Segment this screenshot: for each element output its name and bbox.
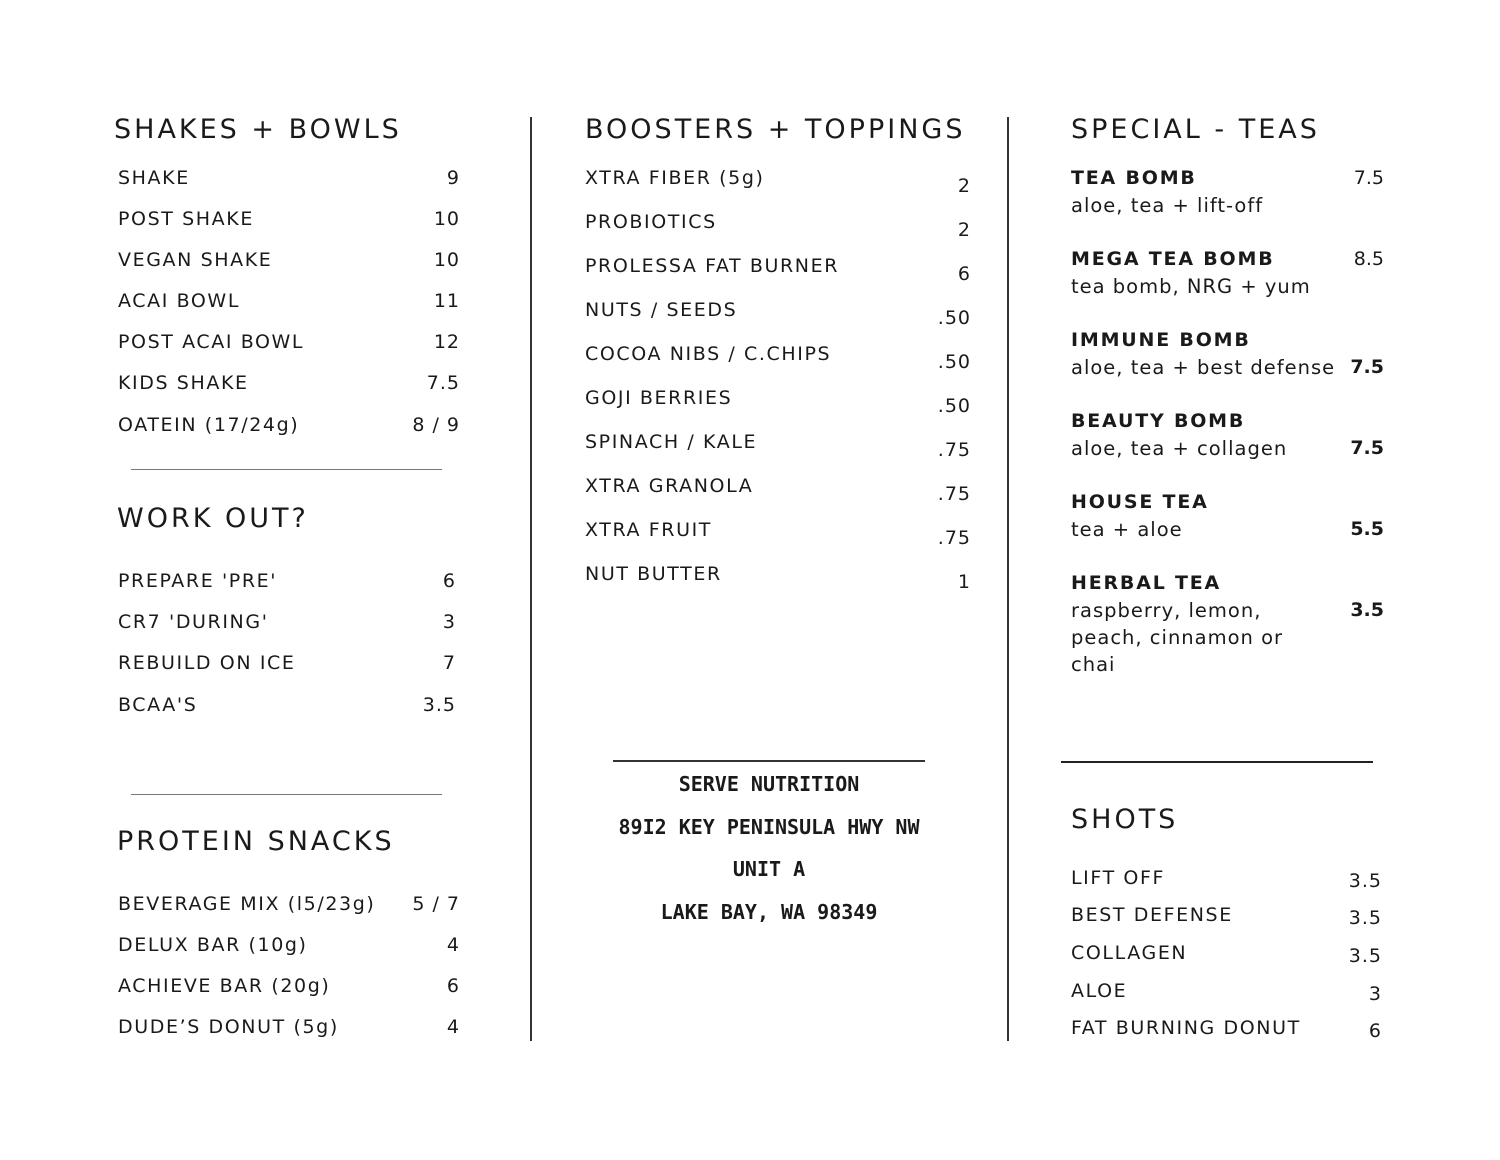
item-name: PREPARE 'PRE' — [118, 570, 278, 592]
item-name: KIDS SHAKE — [118, 372, 249, 394]
item-name: NUTS / SEEDS — [585, 299, 738, 321]
item-price: .50 — [937, 395, 971, 417]
item-name: BCAA'S — [118, 694, 198, 716]
tea-price: 7.5 — [1350, 356, 1384, 378]
item-price: 3 — [442, 611, 456, 633]
item-price: 6 — [957, 263, 971, 285]
tea-name: TEA BOMB — [1071, 167, 1197, 189]
section-divider — [1061, 761, 1373, 763]
tea-price: 3.5 — [1350, 599, 1384, 621]
section-divider — [131, 794, 442, 795]
item-name: COCOA NIBS / C.CHIPS — [585, 343, 832, 365]
item-price: 5 / 7 — [412, 893, 460, 915]
tea-name: BEAUTY BOMB — [1071, 410, 1246, 432]
item-price: .50 — [937, 351, 971, 373]
protein-snacks-heading: PROTEIN SNACKS — [117, 826, 395, 857]
item-name: POST ACAI BOWL — [118, 331, 305, 353]
item-price: 3.5 — [1348, 870, 1382, 892]
item-price: 6 — [442, 570, 456, 592]
item-name: SHAKE — [118, 167, 190, 189]
item-name: OATEIN (17/24g) — [118, 414, 300, 436]
tea-description: aloe, tea + best defense — [1071, 356, 1336, 379]
item-price: 12 — [433, 331, 460, 353]
item-name: REBUILD ON ICE — [118, 652, 296, 674]
item-price: 6 — [446, 975, 460, 997]
item-price: 2 — [957, 175, 971, 197]
item-name: NUT BUTTER — [585, 563, 722, 585]
item-name: ACAI BOWL — [118, 290, 240, 312]
tea-price: 7.5 — [1350, 437, 1384, 459]
item-price: 10 — [433, 249, 460, 271]
column-divider-right — [1007, 117, 1009, 1041]
item-price: 3.5 — [422, 694, 456, 716]
tea-name: IMMUNE BOMB — [1071, 329, 1251, 351]
item-name: XTRA GRANOLA — [585, 475, 754, 497]
boosters-toppings-heading: BOOSTERS + TOPPINGS — [585, 114, 966, 145]
item-price: 6 — [1368, 1020, 1382, 1042]
item-price: 4 — [446, 1016, 460, 1038]
item-name: DELUX BAR (10g) — [118, 934, 308, 956]
tea-description: tea + aloe — [1071, 518, 1183, 541]
item-name: DUDE’S DONUT (5g) — [118, 1016, 339, 1038]
item-price: 3 — [1368, 983, 1382, 1005]
item-name: XTRA FRUIT — [585, 519, 713, 541]
item-price: 8 / 9 — [412, 414, 460, 436]
tea-name: HOUSE TEA — [1071, 491, 1209, 513]
item-price: 2 — [957, 219, 971, 241]
item-name: XTRA FIBER (5g) — [585, 167, 765, 189]
item-name: BEST DEFENSE — [1071, 904, 1233, 926]
business-name: SERVE NUTRITION — [678, 772, 860, 796]
item-price: .75 — [937, 527, 971, 549]
item-price: 10 — [433, 208, 460, 230]
item-price: 3.5 — [1348, 907, 1382, 929]
address-divider — [613, 760, 925, 762]
tea-description: tea bomb, NRG + yum — [1071, 275, 1311, 298]
street-address: 89I2 KEY PENINSULA HWY NW — [618, 815, 920, 839]
item-name: COLLAGEN — [1071, 942, 1188, 964]
item-price: 4 — [446, 934, 460, 956]
work-out-heading: WORK OUT? — [117, 503, 309, 534]
tea-name: HERBAL TEA — [1071, 572, 1222, 594]
item-price: 7.5 — [426, 372, 460, 394]
item-name: GOJI BERRIES — [585, 387, 733, 409]
tea-name: MEGA TEA BOMB — [1071, 248, 1275, 270]
special-teas-heading: SPECIAL - TEAS — [1071, 114, 1320, 145]
unit: UNIT A — [732, 857, 806, 881]
tea-description: raspberry, lemon, peach, cinnamon or chai — [1071, 599, 1284, 676]
column-divider-left — [530, 117, 532, 1041]
item-name: ACHIEVE BAR (20g) — [118, 975, 331, 997]
city-state-zip: LAKE BAY, WA 98349 — [660, 900, 878, 924]
item-name: VEGAN SHAKE — [118, 249, 273, 271]
item-price: 1 — [957, 571, 971, 593]
shakes-bowls-heading: SHAKES + BOWLS — [114, 114, 402, 145]
item-name: ALOE — [1071, 980, 1128, 1002]
tea-description: aloe, tea + lift-off — [1071, 194, 1264, 217]
shots-heading: SHOTS — [1071, 804, 1179, 835]
item-name: BEVERAGE MIX (l5/23g) — [118, 893, 376, 915]
item-name: PROLESSA FAT BURNER — [585, 255, 840, 277]
tea-price: 5.5 — [1350, 518, 1384, 540]
item-name: SPINACH / KALE — [585, 431, 758, 453]
item-name: CR7 'DURING' — [118, 611, 269, 633]
item-price: .75 — [937, 483, 971, 505]
item-name: PROBIOTICS — [585, 211, 717, 233]
item-price: .75 — [937, 439, 971, 461]
item-price: 7 — [442, 652, 456, 674]
item-price: 3.5 — [1348, 945, 1382, 967]
tea-price: 8.5 — [1353, 248, 1384, 270]
item-name: LIFT OFF — [1071, 867, 1166, 889]
item-name: POST SHAKE — [118, 208, 254, 230]
tea-description: aloe, tea + collagen — [1071, 437, 1288, 460]
item-price: 11 — [433, 290, 460, 312]
item-price: 9 — [446, 167, 460, 189]
item-name: FAT BURNING DONUT — [1071, 1017, 1301, 1039]
item-price: .50 — [937, 307, 971, 329]
section-divider — [131, 469, 442, 470]
tea-price: 7.5 — [1353, 167, 1384, 189]
